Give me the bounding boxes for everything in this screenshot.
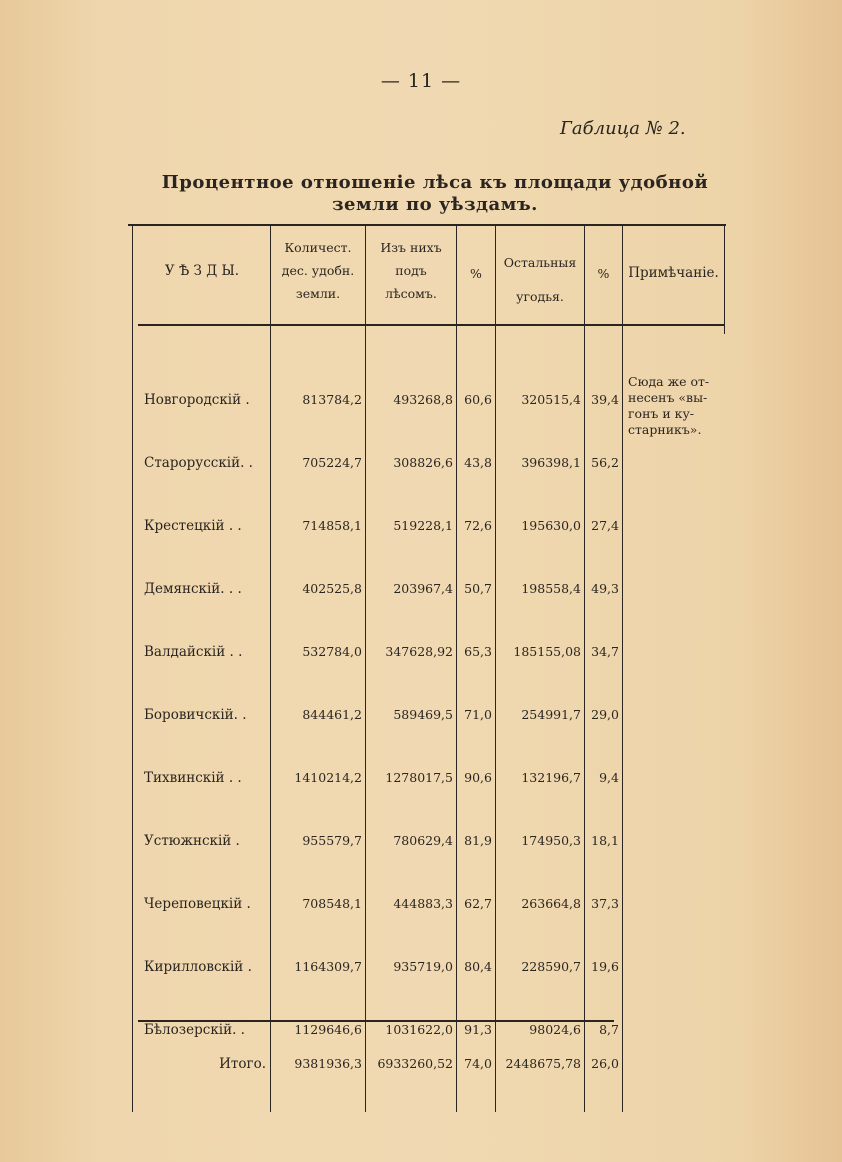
row-total-land: 955579,7 <box>302 833 362 848</box>
row-forest: 203967,4 <box>393 581 453 596</box>
row-uezd-name: Череповецкій . <box>144 896 251 912</box>
row-total-land: 402525,8 <box>302 581 362 596</box>
row-other-land: 185155,08 <box>513 644 581 659</box>
table-label: Габлица № 2. <box>560 118 686 139</box>
row-forest: 589469,5 <box>393 707 453 722</box>
row-other-land: 132196,7 <box>521 770 581 785</box>
header-uezdy: У Ѣ З Д Ы. <box>164 263 240 279</box>
remarks-note: Сюда же от- несенъ «вы- гонъ и ку- старникъ». <box>628 374 710 437</box>
row-percent-other: 19,6 <box>591 959 619 974</box>
totals-label: Итого. <box>219 1056 266 1072</box>
row-percent-other: 39,4 <box>591 392 619 407</box>
row-percent-forest: 62,7 <box>464 896 492 911</box>
row-uezd-name: Боровичскій. . <box>144 707 247 723</box>
row-uezd-name: Кирилловскій . <box>144 959 252 975</box>
row-total-land: 708548,1 <box>302 896 362 911</box>
row-forest: 1031622,0 <box>385 1022 453 1037</box>
column-divider <box>495 224 496 1112</box>
header-remarks: Примѣчаніе. <box>628 265 719 281</box>
row-percent-forest: 71,0 <box>464 707 492 722</box>
row-forest: 935719,0 <box>393 959 453 974</box>
row-percent-other: 37,3 <box>591 896 619 911</box>
table-left-border <box>132 224 133 1112</box>
row-forest: 444883,3 <box>393 896 453 911</box>
row-percent-other: 56,2 <box>591 455 619 470</box>
row-percent-forest: 72,6 <box>464 518 492 533</box>
row-percent-other: 29,0 <box>591 707 619 722</box>
row-percent-other: 8,7 <box>599 1022 619 1037</box>
row-percent-forest: 81,9 <box>464 833 492 848</box>
row-other-land: 174950,3 <box>521 833 581 848</box>
totals-other-land: 2448675,78 <box>505 1056 581 1071</box>
row-percent-forest: 90,6 <box>464 770 492 785</box>
row-percent-forest: 50,7 <box>464 581 492 596</box>
column-divider <box>365 224 366 1112</box>
row-forest: 519228,1 <box>393 518 453 533</box>
row-total-land: 1410214,2 <box>294 770 362 785</box>
row-total-land: 705224,7 <box>302 455 362 470</box>
title-line-2: земли по уѣздамъ. <box>332 194 538 215</box>
row-uezd-name: Тихвинскій . . <box>144 770 242 786</box>
row-other-land: 198558,4 <box>521 581 581 596</box>
row-uezd-name: Бѣлозерскій. . <box>144 1022 245 1038</box>
row-uezd-name: Старорусскій. . <box>144 455 253 471</box>
row-uezd-name: Новгородскій . <box>144 392 250 408</box>
row-total-land: 813784,2 <box>302 392 362 407</box>
row-other-land: 195630,0 <box>521 518 581 533</box>
row-other-land: 98024,6 <box>529 1022 581 1037</box>
row-uezd-name: Валдайскій . . <box>144 644 243 660</box>
row-uezd-name: Демянскій. . . <box>144 581 242 597</box>
header-forest: Изъ нихъ подъ лѣсомъ. <box>380 240 442 301</box>
column-divider <box>584 224 585 1112</box>
totals-forest: 6933260,52 <box>377 1056 453 1071</box>
row-forest: 1278017,5 <box>385 770 453 785</box>
row-other-land: 263664,8 <box>521 896 581 911</box>
row-forest: 493268,8 <box>393 392 453 407</box>
page-number: — 11 — <box>380 70 462 92</box>
row-total-land: 714858,1 <box>302 518 362 533</box>
header-percent-forest: % <box>470 266 482 281</box>
row-percent-other: 18,1 <box>591 833 619 848</box>
header-total-land: Количест. дес. удобн. земли. <box>281 240 355 301</box>
header-percent-other: % <box>597 266 610 281</box>
table-title <box>130 172 740 216</box>
row-other-land: 320515,4 <box>521 392 581 407</box>
row-percent-other: 27,4 <box>591 518 619 533</box>
header-bottom-rule <box>138 324 724 326</box>
row-percent-other: 9,4 <box>599 770 619 785</box>
row-forest: 780629,4 <box>393 833 453 848</box>
row-percent-other: 49,3 <box>591 581 619 596</box>
row-other-land: 254991,7 <box>521 707 581 722</box>
row-percent-other: 34,7 <box>591 644 619 659</box>
table-top-rule <box>128 224 726 226</box>
table-right-border <box>724 224 725 334</box>
row-total-land: 1164309,7 <box>294 959 362 974</box>
header-other-land: Остальныя угодья. <box>503 255 577 304</box>
row-total-land: 532784,0 <box>302 644 362 659</box>
row-total-land: 844461,2 <box>302 707 362 722</box>
row-percent-forest: 43,8 <box>464 455 492 470</box>
row-forest: 308826,6 <box>393 455 453 470</box>
row-percent-forest: 91,3 <box>464 1022 492 1037</box>
totals-percent-other: 26,0 <box>591 1056 619 1071</box>
row-other-land: 396398,1 <box>521 455 581 470</box>
row-percent-forest: 65,3 <box>464 644 492 659</box>
column-divider <box>270 224 271 1112</box>
totals-percent-forest: 74,0 <box>464 1056 492 1071</box>
data-table <box>128 224 726 1112</box>
column-divider <box>456 224 457 1112</box>
row-uezd-name: Устюжнскій . <box>144 833 240 849</box>
column-divider <box>622 224 623 1112</box>
row-total-land: 1129646,6 <box>294 1022 362 1037</box>
row-forest: 347628,92 <box>385 644 453 659</box>
row-other-land: 228590,7 <box>521 959 581 974</box>
row-percent-forest: 60,6 <box>464 392 492 407</box>
row-uezd-name: Крестецкій . . <box>144 518 242 534</box>
totals-total-land: 9381936,3 <box>294 1056 362 1071</box>
row-percent-forest: 80,4 <box>464 959 492 974</box>
title-line-1: Процентное отношеніе лѣса къ площади удобной <box>161 172 709 193</box>
